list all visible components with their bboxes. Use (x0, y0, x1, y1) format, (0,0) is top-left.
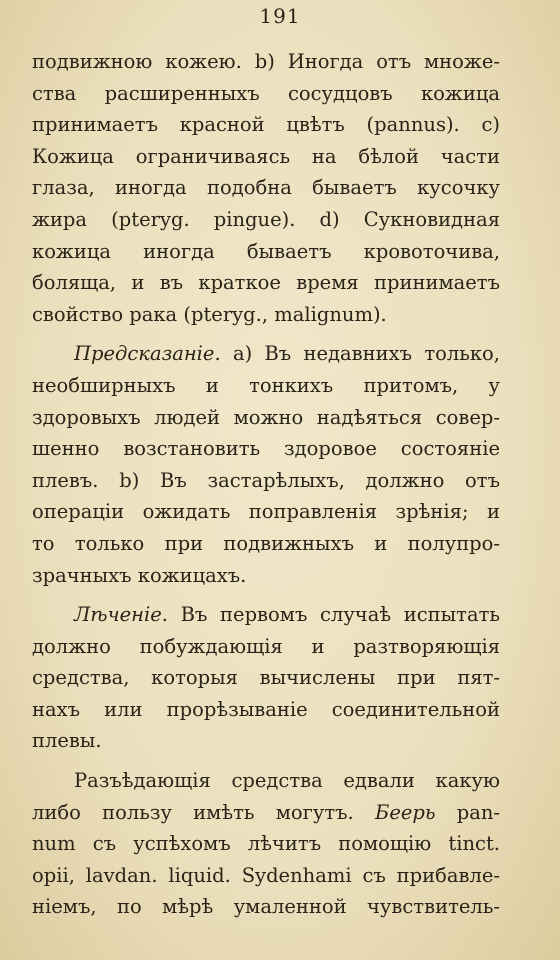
body-text (32, 46, 500, 923)
text-line: либо пользу имѣть могутъ. Беерь pan- (32, 800, 500, 824)
text-line: жира (pteryg. pingue). d) Сукновидная (32, 207, 500, 231)
text-line: болящa, и въ краткое время принимаетъ (32, 271, 500, 295)
text-line: Предсказаніе. a) Въ недавнихъ только, (74, 342, 500, 366)
text-line: кожица иногда бываетъ кровоточива, (32, 239, 500, 263)
text-line: Лѣченіе. Въ первомъ случаѣ испытать (74, 603, 500, 627)
text-line: Кожица ограничиваясь на бѣлой части (32, 144, 500, 168)
text-line: принимаетъ красной цвѣтъ (pannus). c) (32, 113, 500, 137)
text-line: плевъ. b) Въ застарѣлыхъ, должно отъ (32, 468, 500, 492)
text-line: средства, которыя вычислены при пят- (32, 666, 500, 690)
text-line: здоровыхъ людей можно надѣяться совер- (32, 405, 500, 429)
text-line: Разъѣдающія средства едвали какую (74, 769, 500, 793)
text-line: opii, lavdan. liquid. Sydenhami съ прибавле- (32, 863, 500, 887)
text-line: должно побуждающія и разтворяющія (32, 634, 500, 658)
text-line: шенно возстановить здоровое состояніе (32, 437, 500, 461)
text-line: нахъ или прорѣзываніе соединительной (32, 697, 500, 721)
section-heading-prognosis: Предсказаніе. (74, 342, 221, 366)
text-line: то только при подвижныхъ и полупро- (32, 531, 500, 555)
text-line: плевы. (32, 729, 102, 753)
text-line: необширныхъ и тонкихъ притомъ, у (32, 373, 500, 397)
text-line: ства расширенныхъ сосудцовъ кожица (32, 81, 500, 105)
author-name: Беерь (374, 800, 436, 824)
section-heading-treatment: Лѣченіе. (74, 603, 168, 627)
text-line: ніемъ, по мѣрѣ умаленной чувствитель- (32, 895, 500, 919)
text-line: подвижною кожею. b) Иногда отъ множе- (32, 50, 500, 73)
text-line: глаза, иногда подобна бываетъ кусочку (32, 176, 500, 200)
text-line: зрачныхъ кожицахъ. (32, 563, 247, 587)
text-line: операціи ожидать поправленія зрѣнія; и (32, 500, 500, 524)
text-line: свойство рака (pteryg., malignum). (32, 302, 387, 326)
page-number: 191 (259, 4, 301, 28)
text-line: num съ успѣхомъ лѣчитъ помощію tinct. (32, 832, 500, 856)
